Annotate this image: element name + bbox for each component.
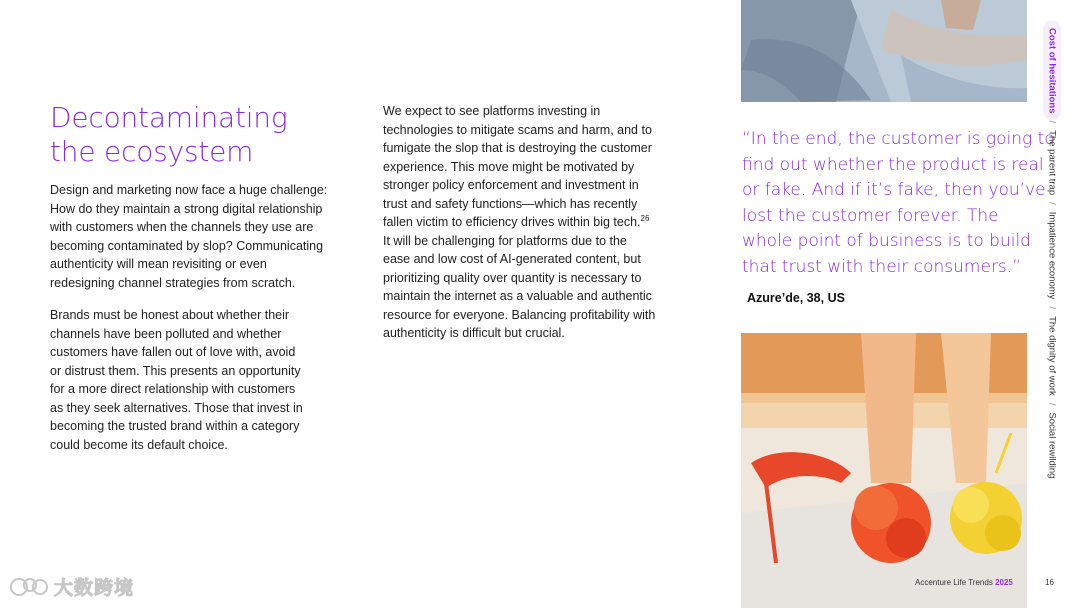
photo-heeled-shoes-art <box>741 333 1027 608</box>
text-line: trust and safety functions—which has recently <box>383 196 638 211</box>
text-line: authenticity will mean revisiting or even <box>50 257 267 271</box>
nav-item-the-parent-trap[interactable]: The parent trap <box>1046 130 1058 196</box>
heading-line-1: Decontaminating <box>50 101 288 134</box>
text-line: prioritizing quality over quantity is necessary to <box>383 270 642 285</box>
quote-line: that trust with their consumers.” <box>742 256 1021 277</box>
photo-seated-person <box>741 0 1027 102</box>
nav-separator: / <box>1046 306 1058 310</box>
text-line: We expect to see platforms investing in <box>383 104 601 118</box>
footnote-line-text: fallen victim to efficiency drives within big tech. <box>383 215 641 229</box>
text-line: becoming contaminated by slop? Communicating <box>50 238 324 253</box>
text-line: redesigning channel strategies from scratch. <box>50 275 296 290</box>
text-line: It will be challenging for platforms due to the <box>383 233 627 248</box>
watermark-text: 大数跨境 <box>54 578 135 599</box>
text-line: or distrust them. This presents an opportunity <box>50 363 301 378</box>
text-line: channels have been polluted and whether <box>50 326 282 341</box>
text-line: Brands must be honest about whether their <box>50 308 290 322</box>
quote-line: “In the end, the customer is going to <box>742 129 1055 149</box>
footer-brand-name: Accenture Life Trends <box>915 578 993 587</box>
text-line: with customers when the channels they use are <box>50 220 314 234</box>
body-paragraph-2 <box>50 306 356 454</box>
nav-item-social-rewilding[interactable]: Social rewilding <box>1046 412 1058 479</box>
quote-line: or fake. And if it’s fake, then you’ve <box>742 180 1046 200</box>
nav-item-impatience-economy[interactable]: Impatience economy <box>1046 211 1058 300</box>
nav-separator: / <box>1046 402 1058 406</box>
footer-year: 2025 <box>995 578 1013 587</box>
text-line: ease and low cost of AI-generated content, but <box>383 252 641 266</box>
text-line: for a more direct relationship with customers <box>50 382 296 396</box>
body-paragraph-1 <box>50 181 356 292</box>
text-line: becoming the trusted brand within a category <box>50 419 300 433</box>
nav-item-cost-of-hesitations[interactable]: Cost of hesitations <box>1046 28 1058 114</box>
text-line: resource for everyone. Balancing profitability with <box>383 307 656 322</box>
text-line-with-footnote <box>383 213 693 232</box>
text-line: authenticity is difficult but crucial. <box>383 326 565 340</box>
text-line: Design and marketing now face a huge challenge: <box>50 183 328 197</box>
body-paragraph-3 <box>383 102 693 343</box>
text-line: stronger policy enforcement and investment in <box>383 178 639 192</box>
watermark <box>8 573 134 600</box>
footnote-reference[interactable]: 26 <box>640 213 650 223</box>
text-line: fumigate the slop that is destroying the customer <box>383 141 652 155</box>
text-line: customers have fallen out of love with, avoid <box>50 345 296 359</box>
text-line: as they seek alternatives. Those that invest in <box>50 400 303 415</box>
text-line: experience. This move might be motivated by <box>383 159 635 174</box>
nav-item-the-dignity-of-work[interactable]: The dignity of work <box>1046 316 1058 396</box>
quote-line: lost the customer forever. The <box>742 205 999 226</box>
photo-heeled-shoes <box>741 333 1027 608</box>
nav-separator: / <box>1046 202 1058 205</box>
quote-line: whole point of business is to build <box>742 231 1031 251</box>
footer-brand <box>915 578 1013 587</box>
photo-seated-person-art <box>741 0 1027 102</box>
text-line: could become its default choice. <box>50 437 228 452</box>
section-heading <box>50 101 350 169</box>
quote-line: find out whether the product is real <box>742 154 1044 175</box>
vertical-section-nav <box>1047 28 1058 478</box>
page-number: 16 <box>1045 578 1054 587</box>
nav-separator: / <box>1046 120 1058 124</box>
text-line: technologies to mitigate scams and harm, and to <box>383 122 652 137</box>
quote-attribution: Azure’de, 38, US <box>747 291 845 305</box>
heading-line-2: the ecosystem <box>50 135 254 168</box>
text-line: maintain the internet as a valuable and authentic <box>383 289 652 303</box>
text-line: How do they maintain a strong digital relationship <box>50 201 323 216</box>
watermark-logo-icon <box>8 576 50 598</box>
